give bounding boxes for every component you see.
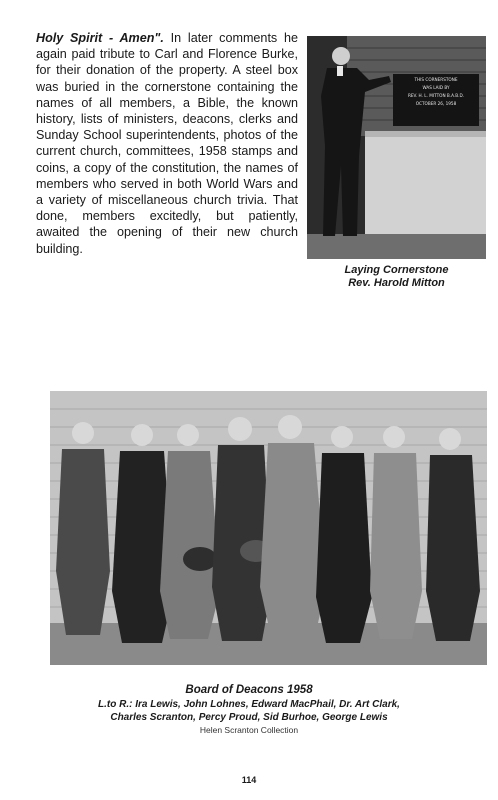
plaque-text bbox=[393, 76, 479, 108]
photo-credit: Helen Scranton Collection bbox=[199, 725, 299, 735]
paragraph-lead: Holy Spirit - Amen". bbox=[36, 31, 164, 45]
plaque-line: REV. H. L. MITTON B.A.B.D. bbox=[407, 93, 464, 98]
plaque-line: OCTOBER 26, 1958 bbox=[415, 101, 457, 106]
caption-subtitle: Rev. Harold Mitton bbox=[348, 277, 445, 289]
deacons-caption bbox=[40, 683, 458, 736]
deacon-figure bbox=[370, 426, 422, 639]
deacon-figure bbox=[212, 417, 272, 641]
cornerstone-photo bbox=[307, 36, 486, 259]
plaque-line: THIS CORNERSTONE bbox=[414, 77, 458, 82]
plaque-line: WAS LAID BY bbox=[422, 85, 450, 90]
deacon-figure bbox=[426, 428, 480, 641]
body-paragraph bbox=[36, 30, 298, 257]
caption-names-line: L.to R.: Ira Lewis, John Lohnes, Edward MacPhail, Dr. Art Clark, bbox=[98, 699, 400, 710]
cornerstone-caption bbox=[307, 264, 486, 290]
deacon-figure bbox=[56, 422, 110, 635]
caption-names-line: Charles Scranton, Percy Proud, Sid Burhoe, George Lewis bbox=[110, 712, 388, 723]
caption-title: Laying Cornerstone bbox=[344, 264, 449, 276]
page-number: 114 bbox=[241, 775, 257, 785]
cornerstone-photo-image bbox=[307, 36, 486, 259]
deacons-photo-image bbox=[50, 391, 487, 665]
deacons-photo bbox=[50, 391, 487, 665]
paragraph-text: In later comments he again paid tribute to Carl and Florence Burke, for their donation of the property. A steel box was buried in the cornerstone containing the names of all members, a Bible, the known history, lists of ministers, deacons, clerks and Sunday School superintendents, photos of the current church, committees, 1958 stamps and coins, a copy of the constitution, the names of members who served in both World Wars and a variety of miscellaneous church trivia. That done, members excitedly, but patiently, awaited the opening of their new church building. bbox=[36, 31, 298, 256]
caption-title: Board of Deacons 1958 bbox=[185, 684, 313, 696]
deacon-figure bbox=[316, 426, 372, 643]
